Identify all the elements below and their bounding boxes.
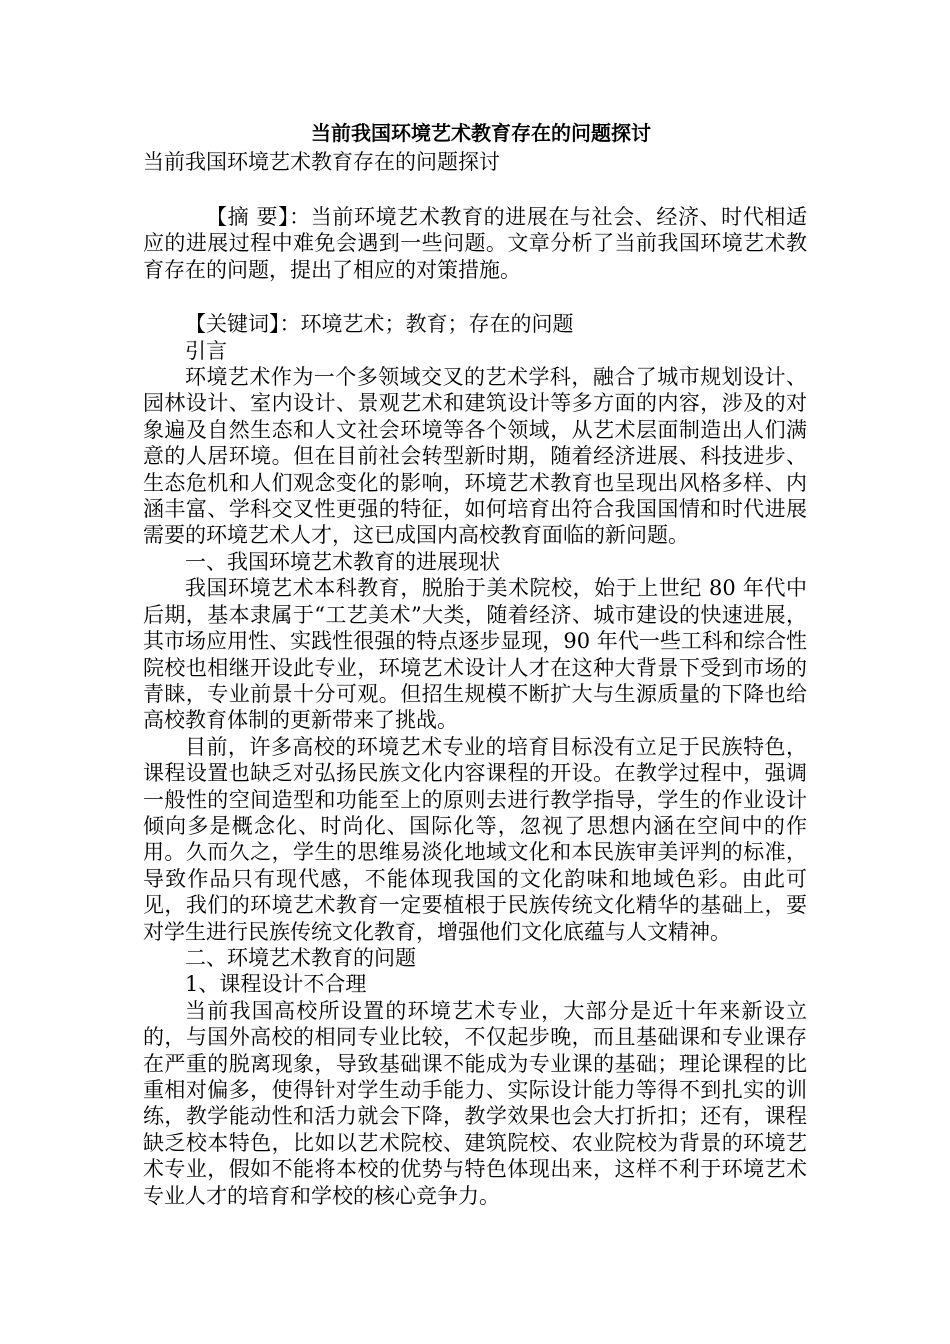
keywords-line: 【关键词】：环境艺术；教育；存在的问题 <box>185 312 574 337</box>
document-subtitle: 当前我国环境艺术教育存在的问题探讨 <box>143 150 500 174</box>
document-title: 当前我国环境艺术教育存在的问题探讨 <box>311 121 651 145</box>
spacer <box>143 283 807 311</box>
spacer <box>143 176 807 204</box>
section2-heading: 二、环境艺术教育的问题 <box>185 945 416 970</box>
section1-paragraph-2: 目前，许多高校的环境艺术专业的培育目标没有立足于民族特色，课程设置也缺乏对弘扬民族文化内容课程的开设。在教学过程中，强调一般性的空间造型和功能至上的原则去进行教学指导，学生的作业设计倾向多是概念化、时尚化、国际化等，忽视了思想内涵在空间中的作用。久而久之，学生的思维易淡化地域文化和本民族审美评判的标准，导致作品只有现代感，不能体现我国的文化韵味和地域色彩。由此可见，我们的环境艺术教育一定要植根于民族传统文化精华的基础上，要对学生进行民族传统文化教育，增强他们文化底蕴与人文精神。 <box>143 734 807 944</box>
document-page <box>143 118 807 1209</box>
section2-sub1-paragraph: 当前我国高校所设置的环境艺术专业，大部分是近十年来新设立的，与国外高校的相同专业比较，不仅起步晚，而且基础课和专业课存在严重的脱离现象，导致基础课不能成为专业课的基础；理论课程的比重相对偏多，使得针对学生动手能力、实际设计能力等得不到扎实的训练，教学能动性和活力就会下降，教学效果也会大打折扣；还有，课程缺乏校本特色，比如以艺术院校、建筑院校、农业院校为背景的环境艺术专业，假如不能将本校的优势与特色体现出来，这样不利于环境艺术专业人才的培育和学校的核心竞争力。 <box>143 998 807 1208</box>
section1-heading: 一、我国环境艺术教育的进展现状 <box>185 549 500 574</box>
abstract-paragraph: 【摘 要】：当前环境艺术教育的进展在与社会、经济、时代相适应的进展过程中难免会遇到一些问题。文章分析了当前我国环境艺术教育存在的问题，提出了相应的对策措施。 <box>143 205 807 282</box>
section2-sub1-heading: 1、课程设计不合理 <box>185 972 367 997</box>
section1-paragraph-1: 我国环境艺术本科教育，脱胎于美术院校，始于上世纪 80 年代中后期，基本隶属于“工艺美术”大类，随着经济、城市建设的快速进展，其市场应用性、实践性很强的特点逐步显现，90 年代一些工科和综合性院校也相继开设此专业，环境艺术设计人才在这种大背景下受到市场的青睐，专业前景十分可观。但招生规模不断扩大与生源质量的下降也给高校教育体制的更新带来了挑战。 <box>143 576 807 733</box>
intro-paragraph: 环境艺术作为一个多领域交叉的艺术学科，融合了城市规划设计、园林设计、室内设计、景观艺术和建筑设计等多方面的内容，涉及的对象遍及自然生态和人文社会环境等各个领域，从艺术层面制造出人们满意的人居环境。但在目前社会转型新时期，随着经济进展、科技进步、生态危机和人们观念变化的影响，环境艺术教育也呈现出风格多样、内涵丰富、学科交叉性更强的特征，如何培育出符合我国国情和时代进展需要的环境艺术人才，这已成国内高校教育面临的新问题。 <box>143 365 807 548</box>
intro-heading: 引言 <box>185 338 227 363</box>
